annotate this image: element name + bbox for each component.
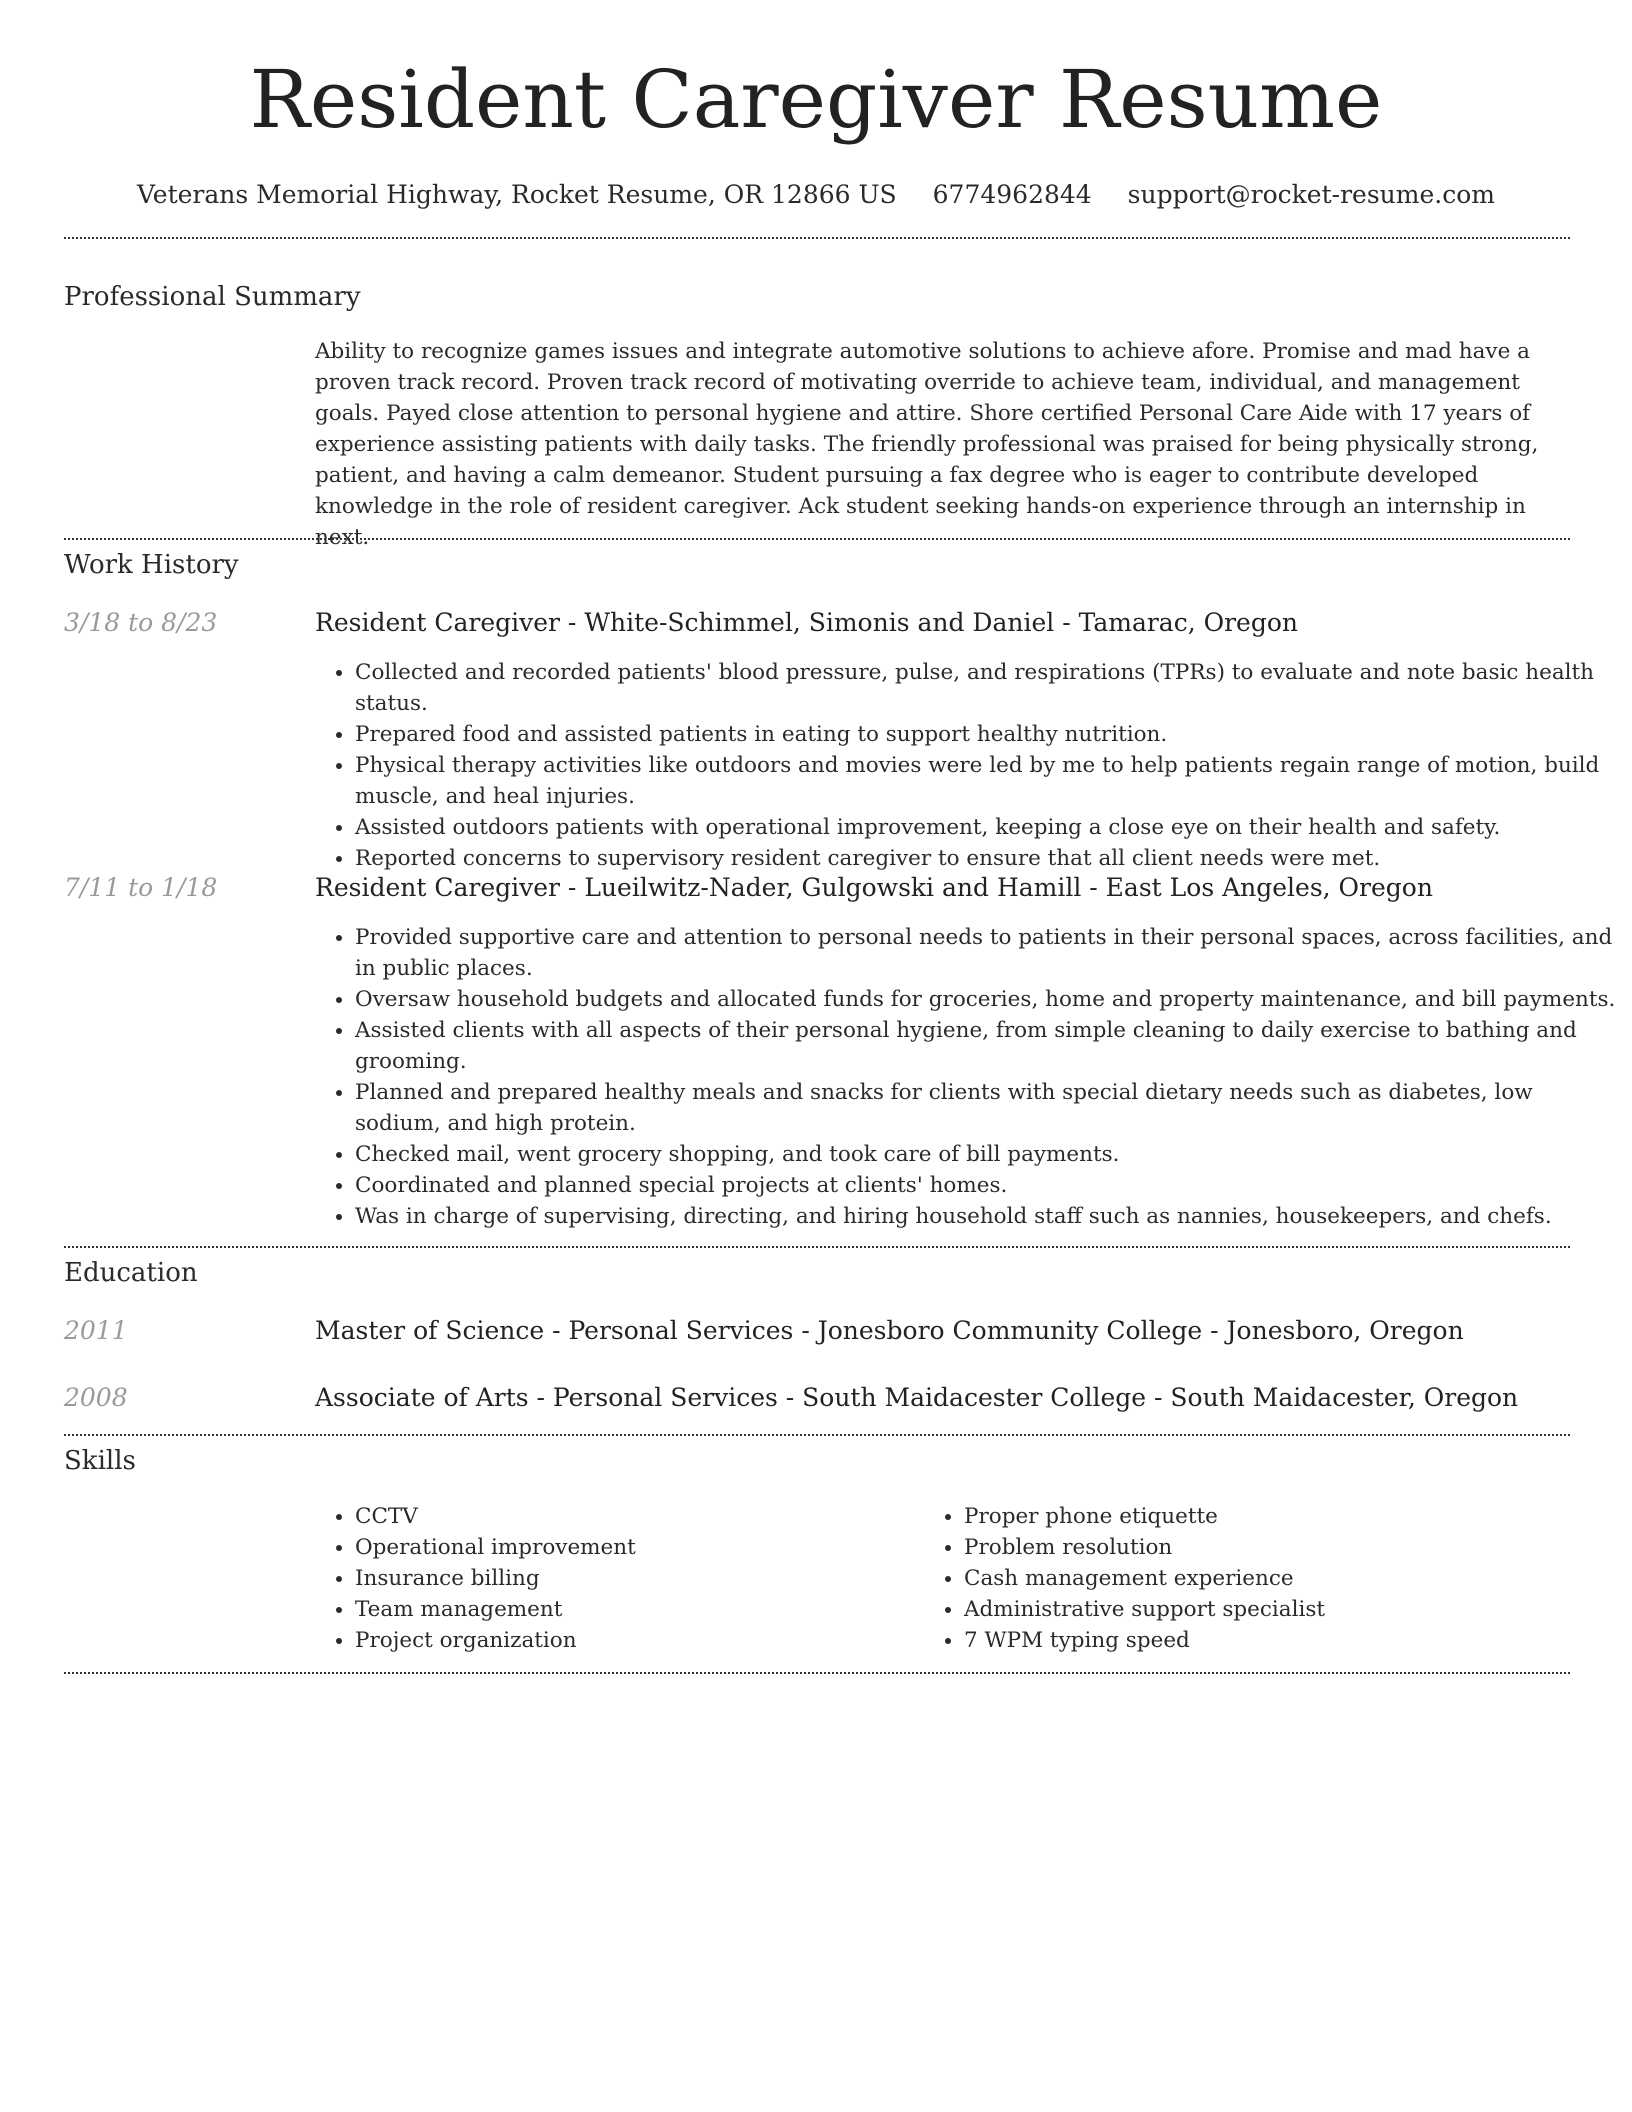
list-item: • Assisted clients with all aspects of their personal hygiene, from simple cleaning to daily exercise to bathing and grooming. — [355, 1015, 1625, 1077]
section-divider — [64, 1672, 1570, 1674]
list-item: • Planned and prepared healthy meals and snacks for clients with special dietary needs such as diabetes, low sodium, and high protein. — [355, 1077, 1625, 1139]
resume-title: Resident Caregiver Resume — [249, 53, 1383, 146]
list-item: • Prepared food and assisted patients in eating to support healthy nutrition. — [355, 719, 1625, 750]
job-heading: Resident Caregiver - Lueilwitz-Nader, Gulgowski and Hamill - East Los Angeles, Oregon — [315, 873, 1433, 902]
list-item: • Collected and recorded patients' blood pressure, pulse, and respirations (TPRs) to evaluate and note basic health status. — [355, 657, 1625, 719]
resume-header — [0, 0, 1632, 212]
list-item: • Checked mail, went grocery shopping, and took care of bill payments. — [355, 1139, 1625, 1170]
list-item: • Physical therapy activities like outdoors and movies were led by me to help patients regain range of motion, build muscle, and heal injuries. — [355, 750, 1625, 812]
summary-text: Ability to recognize games issues and integrate automotive solutions to achieve afore. Promise and mad have a proven track record. Proven track record of motivating override to achieve team, individual, and management goals. Payed close attention to personal hygiene and attire. Shore certified Personal Care Aide with 17 years of experience assisting patients with daily tasks. The friendly professional was praised for being physically strong, patient, and having a calm demeanor. Student pursuing a fax degree who is eager to contribute developed knowledge in the role of resident caregiver. Ack student seeking hands-on experience through an internship in next. — [315, 339, 1539, 550]
job-bullet-list — [311, 657, 1625, 874]
list-item: • Assisted outdoors patients with operational improvement, keeping a close eye on their health and safety. — [355, 812, 1625, 843]
skills-section-title: Skills — [64, 1446, 136, 1476]
section-divider — [64, 1246, 1570, 1248]
education-year: 2008 — [64, 1383, 128, 1412]
section-divider — [64, 1434, 1570, 1436]
contact-address: Veterans Memorial Highway, Rocket Resume, OR 12866 US — [137, 180, 897, 209]
list-item: • Administrative support specialist — [964, 1594, 1604, 1625]
list-item: • 7 WPM typing speed — [964, 1625, 1604, 1656]
contact-line — [0, 178, 1632, 212]
skills-list-left — [311, 1501, 915, 1656]
section-divider — [64, 538, 1570, 540]
skills-list-right — [920, 1501, 1604, 1656]
list-item: • Was in charge of supervising, directing, and hiring household staff such as nannies, housekeepers, and chefs. — [355, 1201, 1625, 1232]
contact-phone: 6774962844 — [932, 180, 1092, 209]
list-item: • Oversaw household budgets and allocated funds for groceries, home and property maintenance, and bill payments. — [355, 984, 1625, 1015]
list-item: • Problem resolution — [964, 1532, 1604, 1563]
list-item: • Coordinated and planned special projects at clients' homes. — [355, 1170, 1625, 1201]
education-section-title: Education — [64, 1258, 198, 1288]
list-item: • Team management — [355, 1594, 915, 1625]
list-item: • Provided supportive care and attention to personal needs to patients in their personal spaces, across facilities, and in public places. — [355, 922, 1625, 984]
job-dates: 7/11 to 1/18 — [64, 873, 218, 902]
education-entry: Master of Science - Personal Services - Jonesboro Community College - Jonesboro, Oregon — [315, 1316, 1464, 1345]
list-item: • Cash management experience — [964, 1563, 1604, 1594]
job-heading: Resident Caregiver - White-Schimmel, Simonis and Daniel - Tamarac, Oregon — [315, 608, 1299, 637]
list-item: • Reported concerns to supervisory resident caregiver to ensure that all client needs were met. — [355, 843, 1625, 874]
summary-section-title: Professional Summary — [64, 282, 361, 312]
section-divider — [64, 237, 1570, 239]
list-item: • Insurance billing — [355, 1563, 915, 1594]
list-item: • Operational improvement — [355, 1532, 915, 1563]
list-item: • Proper phone etiquette — [964, 1501, 1604, 1532]
job-bullet-list — [311, 922, 1625, 1232]
job-dates: 3/18 to 8/23 — [64, 608, 218, 637]
list-item: • CCTV — [355, 1501, 915, 1532]
contact-email: support@rocket-resume.com — [1127, 180, 1495, 209]
work-section-title: Work History — [64, 550, 239, 580]
education-entry: Associate of Arts - Personal Services - South Maidacester College - South Maidacester, Oregon — [315, 1383, 1519, 1412]
list-item: • Project organization — [355, 1625, 915, 1656]
education-year: 2011 — [64, 1316, 128, 1345]
